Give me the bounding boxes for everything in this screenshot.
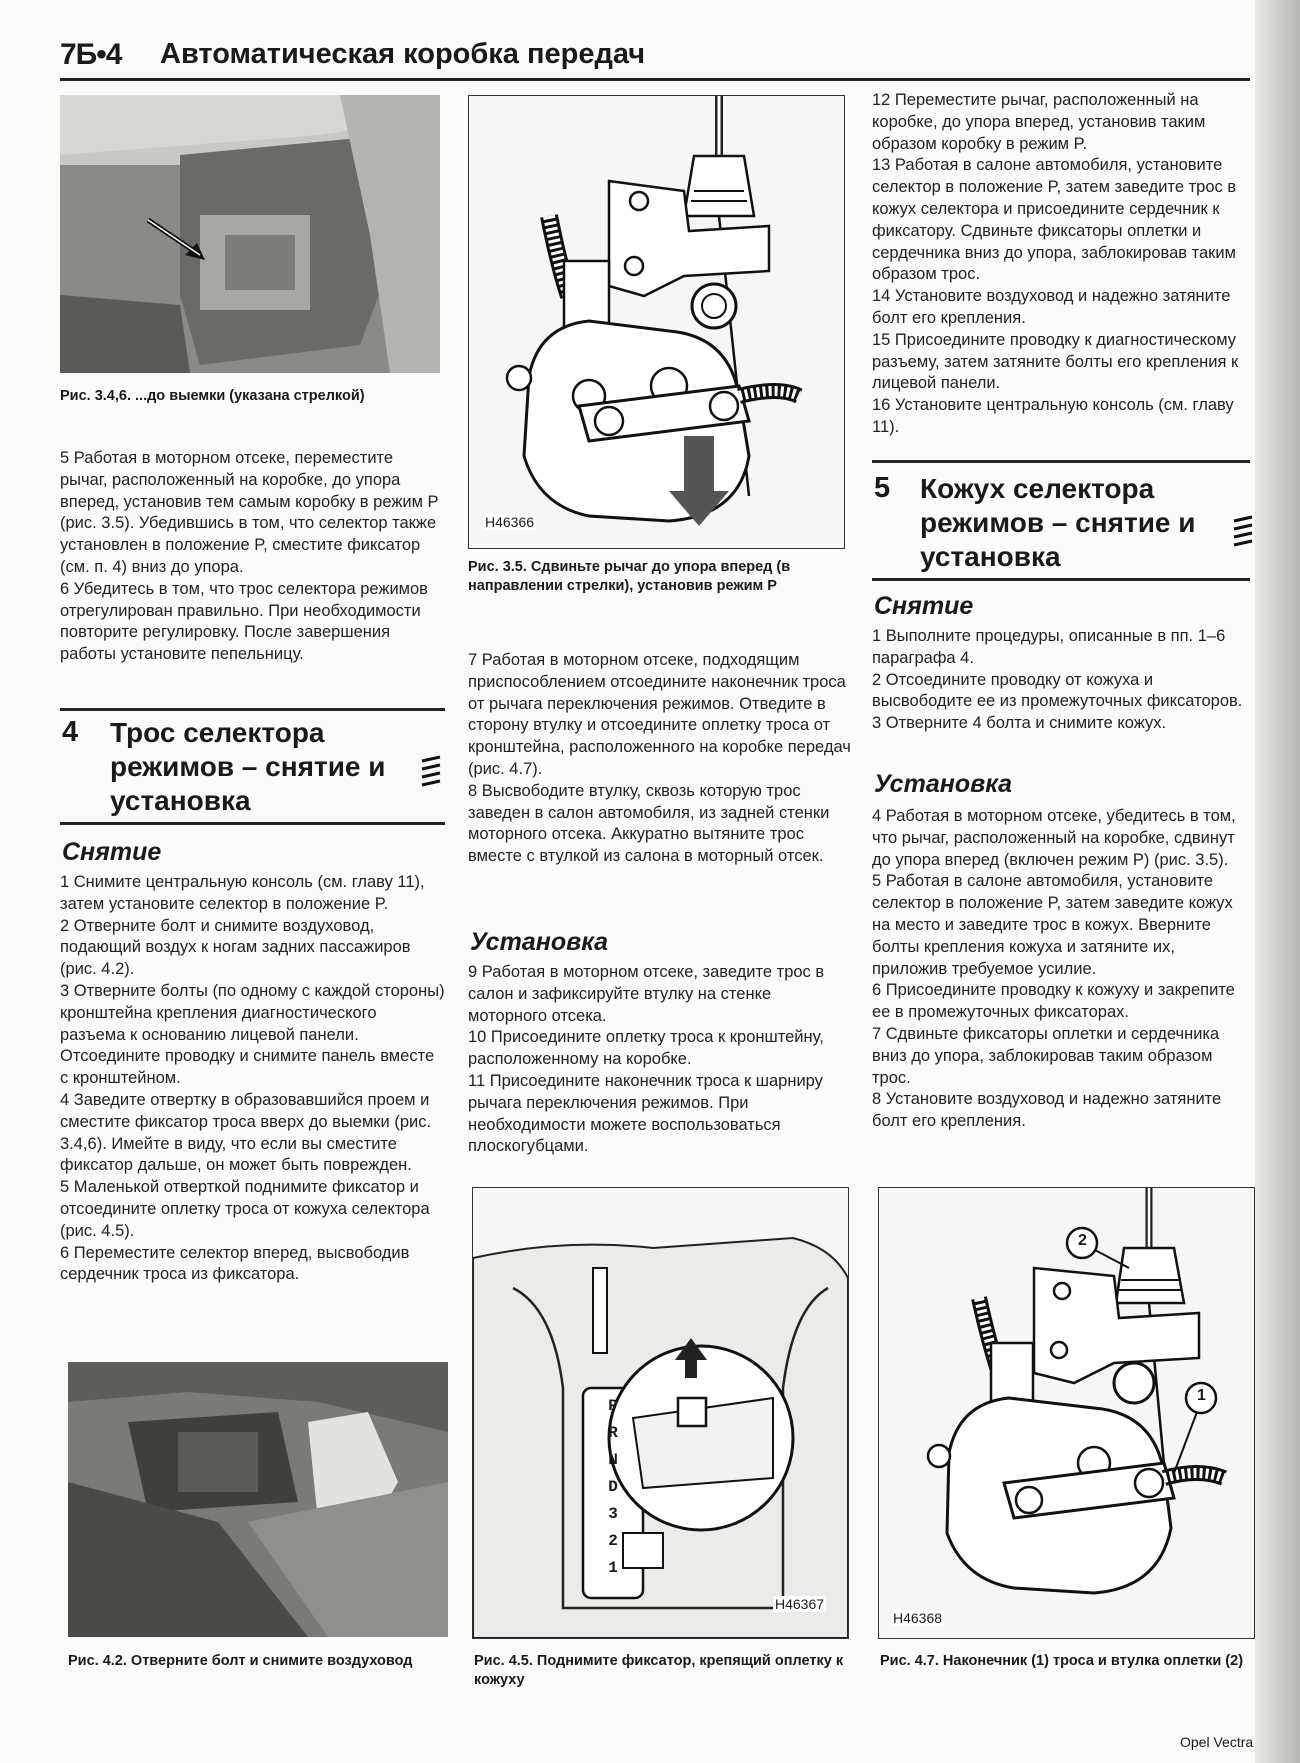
subheading-removal-4: Снятие <box>62 838 162 866</box>
step-i12: 12 Переместите рычаг, расположенный на коробке, до упора вперед, установив таким образом коробку в режим P. <box>872 91 1206 153</box>
col2-install-steps <box>468 962 853 1158</box>
difficulty-icon-5 <box>1232 515 1254 557</box>
figure-3-5 <box>468 95 845 549</box>
col3-removal-steps <box>872 626 1250 735</box>
step-i16: 16 Установите центральную консоль (см. главу 11). <box>872 396 1234 436</box>
step-i15: 15 Присоедините проводку к диагностическому разъему, затем затяните болты его крепления к лицевой панели. <box>872 330 1239 393</box>
gear-r: R <box>608 1424 618 1442</box>
caption-fig-4-2: Рис. 4.2. Отверните болт и снимите воздуховод <box>68 1653 413 1669</box>
step-r6: 6 Переместите селектор вперед, высвободив сердечник троса из фиксатора. <box>60 1243 410 1284</box>
step-i10: 10 Присоедините оплетку троса к кронштейну, расположенному на коробке. <box>468 1028 824 1069</box>
page-title: Автоматическая коробка передач <box>160 38 646 70</box>
step-s2: 2 Отсоедините проводку от кожуха и высвободите ее из промежуточных фиксаторов. <box>872 670 1243 711</box>
photo-fig-4-2 <box>68 1362 448 1637</box>
step-t6: 6 Присоедините проводку к кожуху и закрепите ее в промежуточных фиксаторах. <box>872 981 1235 1022</box>
step-t4: 4 Работая в моторном отсеке, убедитесь в том, что рычаг, расположенный на коробке, сдвинут до упора вперед (включен режим P) (рис. 3.5). <box>872 807 1236 869</box>
figure-id-h46367: H46367 <box>775 1596 825 1612</box>
step-r1: 1 Снимите центральную консоль (см. главу 11), затем установите селектор в положение P. <box>60 873 425 913</box>
callout-1: 1 <box>1197 1387 1206 1404</box>
step-r3: 3 Отверните болты (по одному с каждой стороны) кронштейна крепления диагностического разъема к основанию лицевой панели. Отсоедините проводку и снимите панель вместе с кронштейном. <box>60 981 445 1088</box>
subheading-removal-5: Снятие <box>874 592 974 620</box>
col1-removal-steps <box>60 872 445 1286</box>
section-4-rule-bottom <box>60 822 445 825</box>
step-r7: 7 Работая в моторном отсеке, подходящим приспособлением отсоедините наконечник троса от рычага переключения режимов. Отведите в сторону втулку и отсоедините оплетку троса от кронштейна, расположенного на коробке передач (рис. 4.7). <box>468 651 851 778</box>
col2-text <box>468 650 853 868</box>
step-s1: 1 Выполните процедуры, описанные в пп. 1–6 параграфа 4. <box>872 627 1226 667</box>
footer-brand: Opel Vectra <box>1180 1734 1254 1750</box>
step-t5: 5 Работая в салоне автомобиля, установите селектор в положение P, затем заведите кожух на место и заведите трос в кожух. Вверните болты крепления кожуха и затяните их, приложив требуемое усилие. <box>872 872 1233 978</box>
step-t7: 7 Сдвиньте фиксаторы оплетки и сердечника вниз до упора, заблокировав таким образом трос. <box>872 1024 1220 1087</box>
col1-top-text <box>60 448 445 666</box>
step-r4: 4 Заведите отвертку в образовавшийся проем и сместите фиксатор троса вверх до выемки (рис. 3.4,6). Имейте в виду, что если вы сместите фиксатор дальше, он может быть поврежден. <box>60 1090 432 1175</box>
section-5-title: Кожух селектора режимов – снятие и установка <box>920 473 1196 572</box>
step-t8: 8 Установите воздуховод и надежно затяните болт его крепления. <box>872 1090 1222 1131</box>
step-r2: 2 Отверните болт и снимите воздуховод, подающий воздух к ногам задних пассажиров (рис. 4.2). <box>60 916 411 979</box>
step-i14: 14 Установите воздуховод и надежно затяните болт его крепления. <box>872 287 1231 327</box>
step-r8: 8 Высвободите втулку, сквозь которую трос заведен в салон автомобиля, из задней стенки моторного отсека. Аккуратно вытяните трос вместе с втулкой из салона в моторный отсек. <box>468 781 830 866</box>
section-4-number: 4 <box>62 716 79 748</box>
section-5-rule-top <box>872 460 1250 463</box>
figure-id-h46368: H46368 <box>893 1610 943 1626</box>
section-5-rule-bottom <box>872 578 1250 581</box>
step-r5: 5 Маленькой отверткой поднимите фиксатор и отсоедините оплетку троса от кожуха селектора (рис. 4.5). <box>60 1178 430 1240</box>
caption-fig-3-5: Рис. 3.5. Сдвиньте рычаг до упора вперед (в направлении стрелки), установив режим P <box>468 559 791 594</box>
step-i9: 9 Работая в моторном отсеке, заведите трос в салон и зафиксируйте втулку на стенке моторного отсека. <box>468 963 825 1025</box>
caption-fig-4-7: Рис. 4.7. Наконечник (1) троса и втулка оплетки (2) <box>880 1653 1244 1669</box>
page-number: 7Б•4 <box>60 38 122 71</box>
section-4-rule-top <box>60 708 445 711</box>
difficulty-icon <box>420 755 442 797</box>
photo-fig-3-4b <box>60 95 440 373</box>
para-6: 6 Убедитесь в том, что трос селектора режимов отрегулирован правильно. При необходимости повторите регулировку. После завершения работы установите пепельницу. <box>60 579 428 664</box>
col3-install-steps <box>872 806 1250 1133</box>
para-5: 5 Работая в моторном отсеке, переместите рычаг, расположенный на коробке, до упора вперед, установив тем самым коробку в режим P (рис. 3.5). Убедившись в том, что селектор также установлен в положение P, сместите фиксатор (см. п. 4) вниз до упора. <box>60 449 439 576</box>
header-rule <box>60 78 1250 81</box>
gear-indicator <box>595 1393 631 1582</box>
page-edge <box>1255 0 1300 1763</box>
section-4-title: Трос селектора режимов – снятие и установка <box>110 717 386 816</box>
col3-top-steps <box>872 90 1250 439</box>
gear-2: 2 <box>608 1532 618 1550</box>
subheading-install-5: Установка <box>874 770 1013 798</box>
figure-4-5 <box>472 1187 849 1639</box>
gear-n: N <box>608 1451 618 1469</box>
gear-3: 3 <box>608 1505 618 1523</box>
callout-2: 2 <box>1078 1232 1087 1249</box>
step-s3: 3 Отверните 4 болта и снимите кожух. <box>872 714 1167 733</box>
figure-4-7 <box>878 1187 1255 1639</box>
caption-fig-3-4b: Рис. 3.4,6. ...до выемки (указана стрелкой) <box>60 388 365 404</box>
gear-1: 1 <box>608 1559 618 1577</box>
gear-d: D <box>608 1478 618 1496</box>
step-i13: 13 Работая в салоне автомобиля, установите селектор в положение P, затем заведите трос в кожух селектора и присоедините сердечник к фиксатору. Сдвиньте фиксаторы оплетки и сердечника вниз до упора, заблокировав таким образом трос. <box>872 156 1237 284</box>
section-5-number: 5 <box>874 472 891 504</box>
step-i11: 11 Присоедините наконечник троса к шарниру рычага переключения режимов. При необходимости можете воспользоваться плоскогубцами. <box>468 1071 823 1156</box>
figure-id-h46366: H46366 <box>485 514 535 530</box>
gear-p: P <box>608 1397 618 1415</box>
subheading-install-4: Установка <box>470 928 609 956</box>
caption-fig-4-5: Рис. 4.5. Поднимите фиксатор, крепящий оплетку к кожуху <box>474 1653 844 1688</box>
